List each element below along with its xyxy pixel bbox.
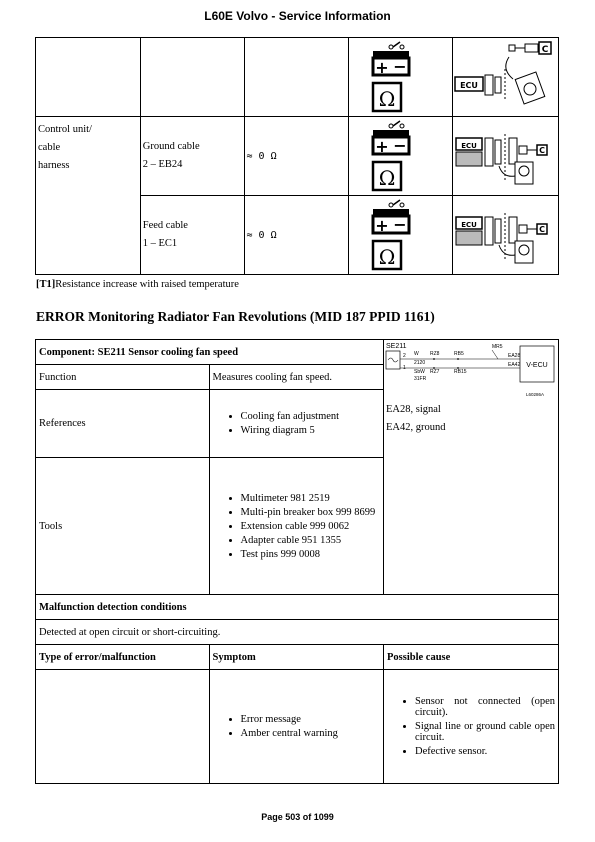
- component-group-label: Control unit/ cable harness: [36, 117, 141, 275]
- wire-code: 31FR: [413, 376, 427, 382]
- page-header: L60E Volvo - Service Information: [204, 9, 391, 23]
- table-row: [36, 670, 559, 784]
- footnote-tag: [T1]: [36, 279, 56, 290]
- column-header-cause: Possible cause: [383, 645, 558, 670]
- references-label: References: [36, 390, 210, 458]
- signal-item: EA28, signal: [385, 404, 441, 415]
- svg-text:−: −: [392, 56, 407, 76]
- ohm-symbol: Ω: [378, 244, 395, 269]
- cable-label: Ground cable 2 – EB24: [140, 117, 244, 196]
- list-item: • Cooling fan adjustment: [241, 411, 380, 422]
- wiring-diagram: [384, 340, 558, 398]
- references-list: [209, 390, 383, 458]
- wiring-diagram-cell: [383, 340, 558, 595]
- table-row: [36, 340, 559, 365]
- ecu-label: ECU: [461, 220, 478, 229]
- connector-label: C: [539, 224, 546, 234]
- list-item: • Extension cable 999 0062: [241, 521, 380, 532]
- resistance-value: ≈ 0 Ω: [244, 196, 349, 275]
- table-row: [36, 620, 559, 645]
- wire-label: RB15: [453, 369, 467, 375]
- battery-ohm-icon: [349, 117, 453, 196]
- wire-label: RZ8: [429, 351, 440, 357]
- diagram-ref: L60286A: [525, 392, 544, 397]
- svg-text:−: −: [392, 135, 407, 155]
- pin-label: 2: [402, 353, 406, 359]
- footnote-text: Resistance increase with raised temperature: [55, 279, 239, 290]
- ecu-connector-diagram-icon: [452, 38, 558, 117]
- function-value: Measures cooling fan speed.: [209, 365, 383, 390]
- wire-label: RB5: [453, 351, 464, 357]
- table-cell: [36, 38, 141, 117]
- table-cell: [244, 38, 349, 117]
- table-row: [36, 117, 559, 196]
- wire-label: SbW: [413, 369, 425, 375]
- section-title: ERROR Monitoring Radiator Fan Revolutions (MID 187 PPID 1161): [36, 309, 435, 324]
- footnote: [36, 279, 239, 290]
- table-cell: [36, 670, 210, 784]
- svg-text:+: +: [374, 136, 389, 156]
- table-row: [36, 38, 559, 117]
- list-item: • Signal line or ground cable open circuit.: [415, 721, 555, 743]
- wire-label: W: [413, 351, 419, 357]
- svg-text:+: +: [374, 57, 389, 77]
- table-row: [36, 645, 559, 670]
- component-heading: Component: SE211 Sensor cooling fan speed: [36, 340, 384, 365]
- ecu-connector-diagram-icon: [452, 117, 558, 196]
- connector-label: C: [542, 44, 549, 55]
- list-item: • Test pins 999 0008: [241, 549, 380, 560]
- ecu-box-label: V-ECU: [526, 362, 548, 369]
- tools-list: [209, 458, 383, 595]
- pin-label: 1: [402, 365, 406, 371]
- wire-label: MR5: [491, 344, 503, 350]
- symptom-list: [209, 670, 383, 784]
- table-row: [36, 595, 559, 620]
- ecu-label: ECU: [460, 80, 479, 90]
- component-table: [35, 339, 559, 784]
- connector-label: C: [539, 145, 546, 155]
- wire-label: EA28: [507, 353, 521, 359]
- cable-label: Feed cable 1 – EC1: [140, 196, 244, 275]
- svg-text:+: +: [374, 215, 389, 235]
- ecu-connector-diagram-icon: [452, 196, 558, 275]
- list-item: • Adapter cable 951 1355: [241, 535, 380, 546]
- function-label: Function: [36, 365, 210, 390]
- wire-label: RZ7: [429, 369, 440, 375]
- list-item: • Defective sensor.: [415, 746, 555, 757]
- cause-list: [383, 670, 558, 784]
- list-item: • Wiring diagram 5: [241, 425, 380, 436]
- list-item: • Multi-pin breaker box 999 8699: [241, 507, 380, 518]
- malfunction-heading: Malfunction detection conditions: [36, 595, 559, 620]
- malfunction-text: Detected at open circuit or short-circuiting.: [36, 620, 559, 645]
- list-item: • Sensor not connected (open circuit).: [415, 696, 555, 718]
- ohm-symbol: Ω: [378, 165, 395, 190]
- tools-label: Tools: [36, 458, 210, 595]
- signal-list: [384, 398, 558, 440]
- sensor-label: SE211: [385, 343, 407, 350]
- wire-code: 2120: [413, 360, 426, 366]
- battery-ohm-icon: [349, 196, 453, 275]
- table-cell: [140, 38, 244, 117]
- svg-text:−: −: [392, 214, 407, 234]
- page-footer: Page 503 of 1099: [261, 812, 334, 822]
- ecu-label: ECU: [461, 141, 478, 150]
- list-item: • Multimeter 981 2519: [241, 493, 380, 504]
- column-header-symptom: Symptom: [209, 645, 383, 670]
- wire-label: EA42: [507, 362, 521, 368]
- signal-item: EA42, ground: [385, 422, 446, 433]
- check-table: [35, 37, 559, 275]
- battery-ohm-icon: [349, 38, 453, 117]
- column-header-type: Type of error/malfunction: [36, 645, 210, 670]
- list-item: • Error message: [241, 714, 380, 725]
- ohm-symbol: Ω: [378, 86, 395, 111]
- list-item: • Amber central warning: [241, 728, 380, 739]
- resistance-value: ≈ 0 Ω: [244, 117, 349, 196]
